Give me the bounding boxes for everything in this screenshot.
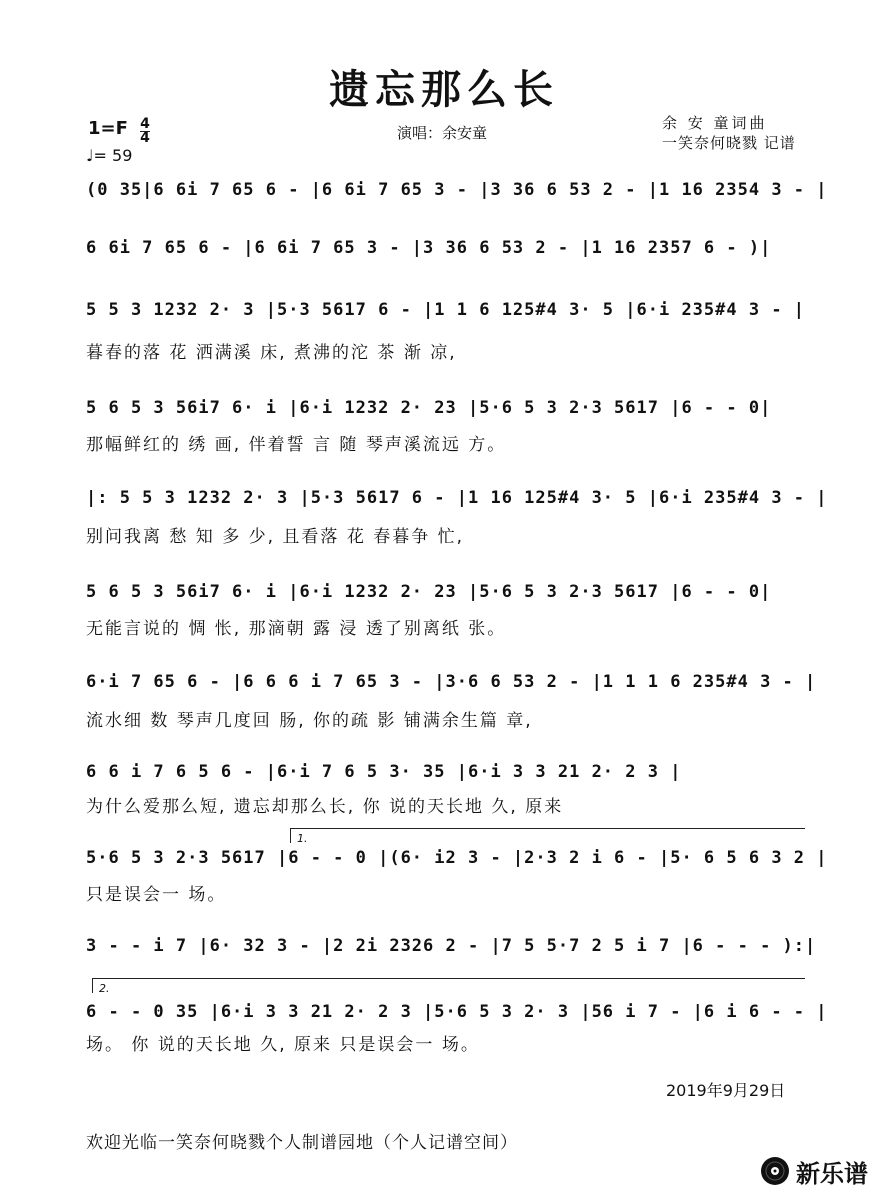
- logo-text: 新乐谱: [796, 1159, 868, 1188]
- notation-system-5: |: 5 5 3 1232 2· 3 |5·3 5617 6 - |1 16 125#4 3· 5 |6·i 235#4 3 - |: [86, 488, 828, 508]
- second-ending-label: 2.: [99, 982, 110, 995]
- notation-system-3: 5 5 3 1232 2· 3 |5·3 5617 6 - |1 1 6 125#4 3· 5 |6·i 235#4 3 - |: [86, 300, 806, 320]
- notation-system-9: 5·6 5 3 2·3 5617 |6 - - 0 |(6· i2 3 - |2·3 2 i 6 - |5· 6 5 6 3 2 |: [86, 848, 828, 868]
- tempo-marking: ♩= 59: [86, 146, 133, 165]
- song-title: 遗忘那么长: [329, 66, 559, 113]
- notation-system-10: 3 - - i 7 |6· 32 3 - |2 2i 2326 2 - |7 5 5·7 2 5 i 7 |6 - - - ):|: [86, 936, 817, 956]
- footer-welcome-text: 欢迎光临一笑奈何晓戮个人制谱园地（个人记谱空间）: [86, 1133, 518, 1153]
- notation-system-4: 5 6 5 3 56i7 6· i |6·i 1232 2· 23 |5·6 5 3 2·3 5617 |6 - - 0|: [86, 398, 772, 418]
- notation-system-11: 6 - - 0 35 |6·i 3 3 21 2· 2 3 |5·6 5 3 2· 3 |56 i 7 - |6 i 6 - - |: [86, 1002, 828, 1022]
- time-signature-top: 4: [140, 116, 150, 132]
- lyrics-line-4: 那幅鲜红的 绣 画, 伴着誓 言 随 琴声溪流远 方。: [86, 435, 507, 455]
- notation-system-7: 6·i 7 65 6 - |6 6 6 i 7 65 3 - |3·6 6 53 2 - |1 1 1 6 235#4 3 - |: [86, 672, 817, 692]
- date-stamp: 2019年9月29日: [666, 1081, 786, 1100]
- first-ending-label: 1.: [297, 832, 308, 845]
- singer-credit: 演唱：余安童: [397, 124, 488, 142]
- key-signature: 1=F: [88, 118, 128, 139]
- lyrics-line-8: 为什么爱那么短, 遗忘却那么长, 你 说的天长地 久, 原来: [86, 797, 564, 817]
- lyrics-line-11: 场。 你 说的天长地 久, 原来 只是误会一 场。: [86, 1035, 480, 1055]
- notation-system-6: 5 6 5 3 56i7 6· i |6·i 1232 2· 23 |5·6 5 3 2·3 5617 |6 - - 0|: [86, 582, 772, 602]
- lyrics-line-6: 无能言说的 惆 怅, 那滴朝 露 浸 透了别离纸 张。: [86, 619, 507, 639]
- notation-system-2: 6 6i 7 65 6 - |6 6i 7 65 3 - |3 36 6 53 2 - |1 16 2357 6 - )|: [86, 238, 772, 258]
- lyrics-line-3: 暮春的落 花 洒满溪 床, 煮沸的沱 茶 渐 凉,: [86, 343, 457, 363]
- time-signature-bottom: 4: [140, 130, 150, 146]
- time-signature: [140, 118, 150, 145]
- transcriber-credit: 一笑奈何晓戮 记谱: [662, 134, 796, 152]
- site-logo: [760, 1152, 868, 1190]
- lyrics-line-5: 别问我离 愁 知 多 少, 且看落 花 春暮争 忙,: [86, 527, 465, 547]
- lyrics-line-9: 只是误会一 场。: [86, 885, 227, 905]
- notation-system-1: (0 35|6 6i 7 65 6 - |6 6i 7 65 3 - |3 36 6 53 2 - |1 16 2354 3 - |: [86, 180, 828, 200]
- lyrics-music-credit: 余 安 童词曲: [662, 114, 768, 132]
- notation-system-8: 6 6 i 7 6 5 6 - |6·i 7 6 5 3· 35 |6·i 3 3 21 2· 2 3 |: [86, 762, 682, 782]
- vinyl-record-icon: [760, 1156, 790, 1186]
- second-ending-bracket: [92, 978, 805, 993]
- lyrics-line-7: 流水细 数 琴声几度回 肠, 你的疏 影 铺满余生篇 章,: [86, 711, 533, 731]
- first-ending-bracket: [290, 828, 805, 843]
